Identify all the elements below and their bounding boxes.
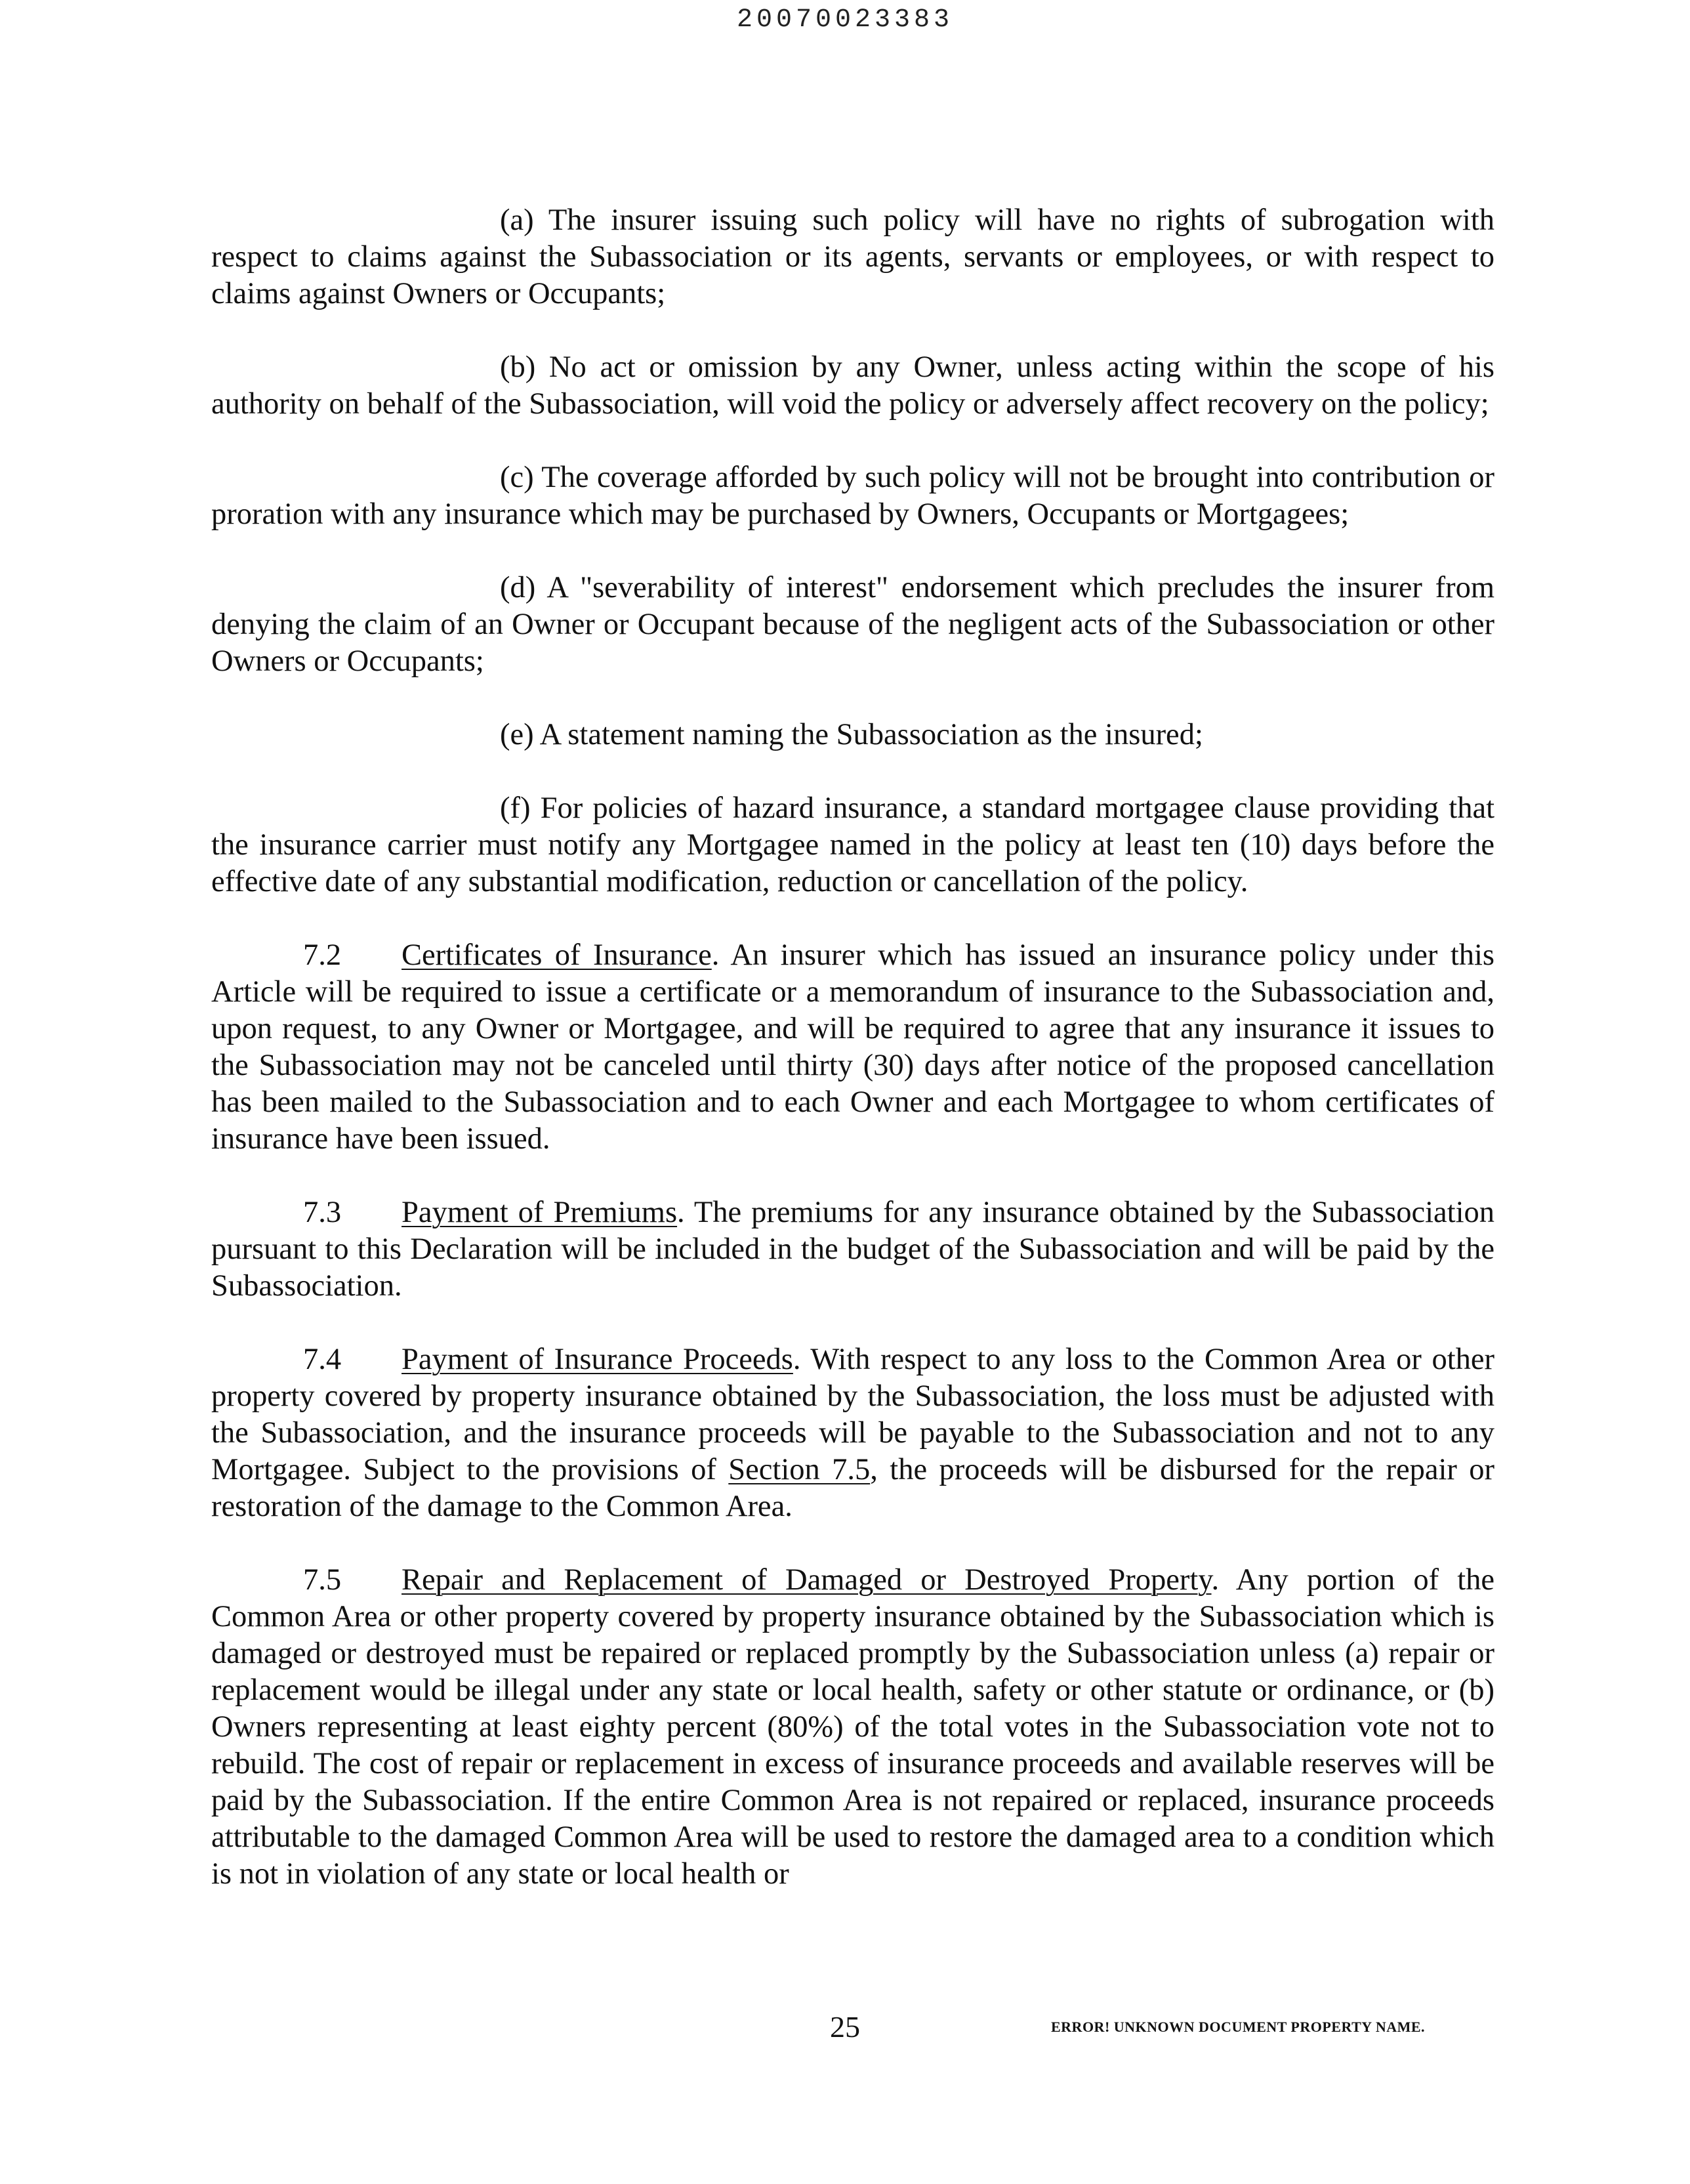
section-heading: Payment of Premiums: [402, 1196, 678, 1229]
page-number: 25: [830, 2010, 860, 2044]
section-text: . The premiums for any insurance obtained by the Subassociation pursuant to this Declaration will be included in the budget of the Subassociation and will be paid by the Subassociation.: [211, 1196, 1494, 1303]
subparagraph-f: (f) For policies of hazard insurance, a standard mortgagee clause providing that the insurance carrier must notify any Mortgagee named in the policy at least ten (10) days before the effective date of any substantial modification, reduction or cancellation of the policy.: [211, 791, 1494, 898]
section-heading: Repair and Replacement of Damaged or Destroyed Property: [402, 1563, 1212, 1597]
section-7-5: [211, 1562, 1494, 1893]
section-number: 7.2: [303, 938, 342, 972]
section-text: . With respect to any loss to the Common Area or other property covered by property insurance obtained by the Subassociation, the loss must be adjusted with the Subassociation, and the insurance proceeds will be payable to the Subassociation and not to any Mortgagee. Subject to the provisions of: [211, 1343, 1494, 1486]
section-number: 7.3: [303, 1196, 342, 1229]
section-text: , the proceeds will be disbursed for the repair or restoration of the damage to the Common Area.: [211, 1453, 1494, 1523]
subparagraph-c: (c) The coverage afforded by such policy will not be brought into contribution or proration with any insurance which may be purchased by Owners, Occupants or Mortgagees;: [211, 461, 1494, 531]
section-text: . Any portion of the Common Area or other property covered by property insurance obtained by the Subassociation which is damaged or destroyed must be repaired or replaced promptly by the Subassociation unless (a) repair or replacement would be illegal under any state or local health, safety or other statute or ordinance, or (b) Owners representing at least eighty percent (80%) of the total votes in the Subassociation vote not to rebuild. The cost of repair or replacement in excess of insurance proceeds and available reserves will be paid by the Subassociation. If the entire Common Area is not repaired or replaced, insurance proceeds attributable to the damaged Common Area will be used to restore the damaged area to a condition which is not in violation of any state or local health or: [211, 1563, 1494, 1891]
section-heading: Certificates of Insurance: [402, 938, 712, 972]
section-reference: Section 7.5: [728, 1453, 871, 1486]
document-body: [211, 202, 1494, 1929]
subparagraph-b: (b) No act or omission by any Owner, unless acting within the scope of his authority on behalf of the Subassociation, will void the policy or adversely affect recovery on the policy;: [211, 350, 1494, 421]
footer-note: ERROR! UNKNOWN DOCUMENT PROPERTY NAME.: [1051, 2019, 1426, 2035]
subparagraph-e: (e) A statement naming the Subassociation as the insured;: [500, 718, 1203, 751]
section-heading: Payment of Insurance Proceeds: [402, 1343, 793, 1376]
section-7-4: [211, 1341, 1494, 1525]
section-text: . An insurer which has issued an insurance policy under this Article will be required to issue a certificate or a memorandum of insurance to the Subassociation and, upon request, to any Owner or Mortgagee, and will be required to agree that any insurance it issues to the Subassociation may not be canceled until thirty (30) days after notice of the proposed cancellation has been mailed to the Subassociation and to each Owner and each Mortgagee to whom certificates of insurance have been issued.: [211, 938, 1494, 1156]
section-number: 7.4: [303, 1343, 342, 1376]
section-7-2: [211, 937, 1494, 1158]
subparagraph-d: (d) A "severability of interest" endorsement which precludes the insurer from denying the claim of an Owner or Occupant because of the negligent acts of the Subassociation or other Owners or Occupants;: [211, 571, 1494, 678]
section-7-3: [211, 1194, 1494, 1305]
section-number: 7.5: [303, 1563, 342, 1597]
document-number: 20070023383: [736, 5, 954, 35]
subparagraph-a: (a) The insurer issuing such policy will have no rights of subrogation with respect to claims against the Subassociation or its agents, servants or employees, or with respect to claims against Owners or Occupants;: [211, 203, 1494, 310]
